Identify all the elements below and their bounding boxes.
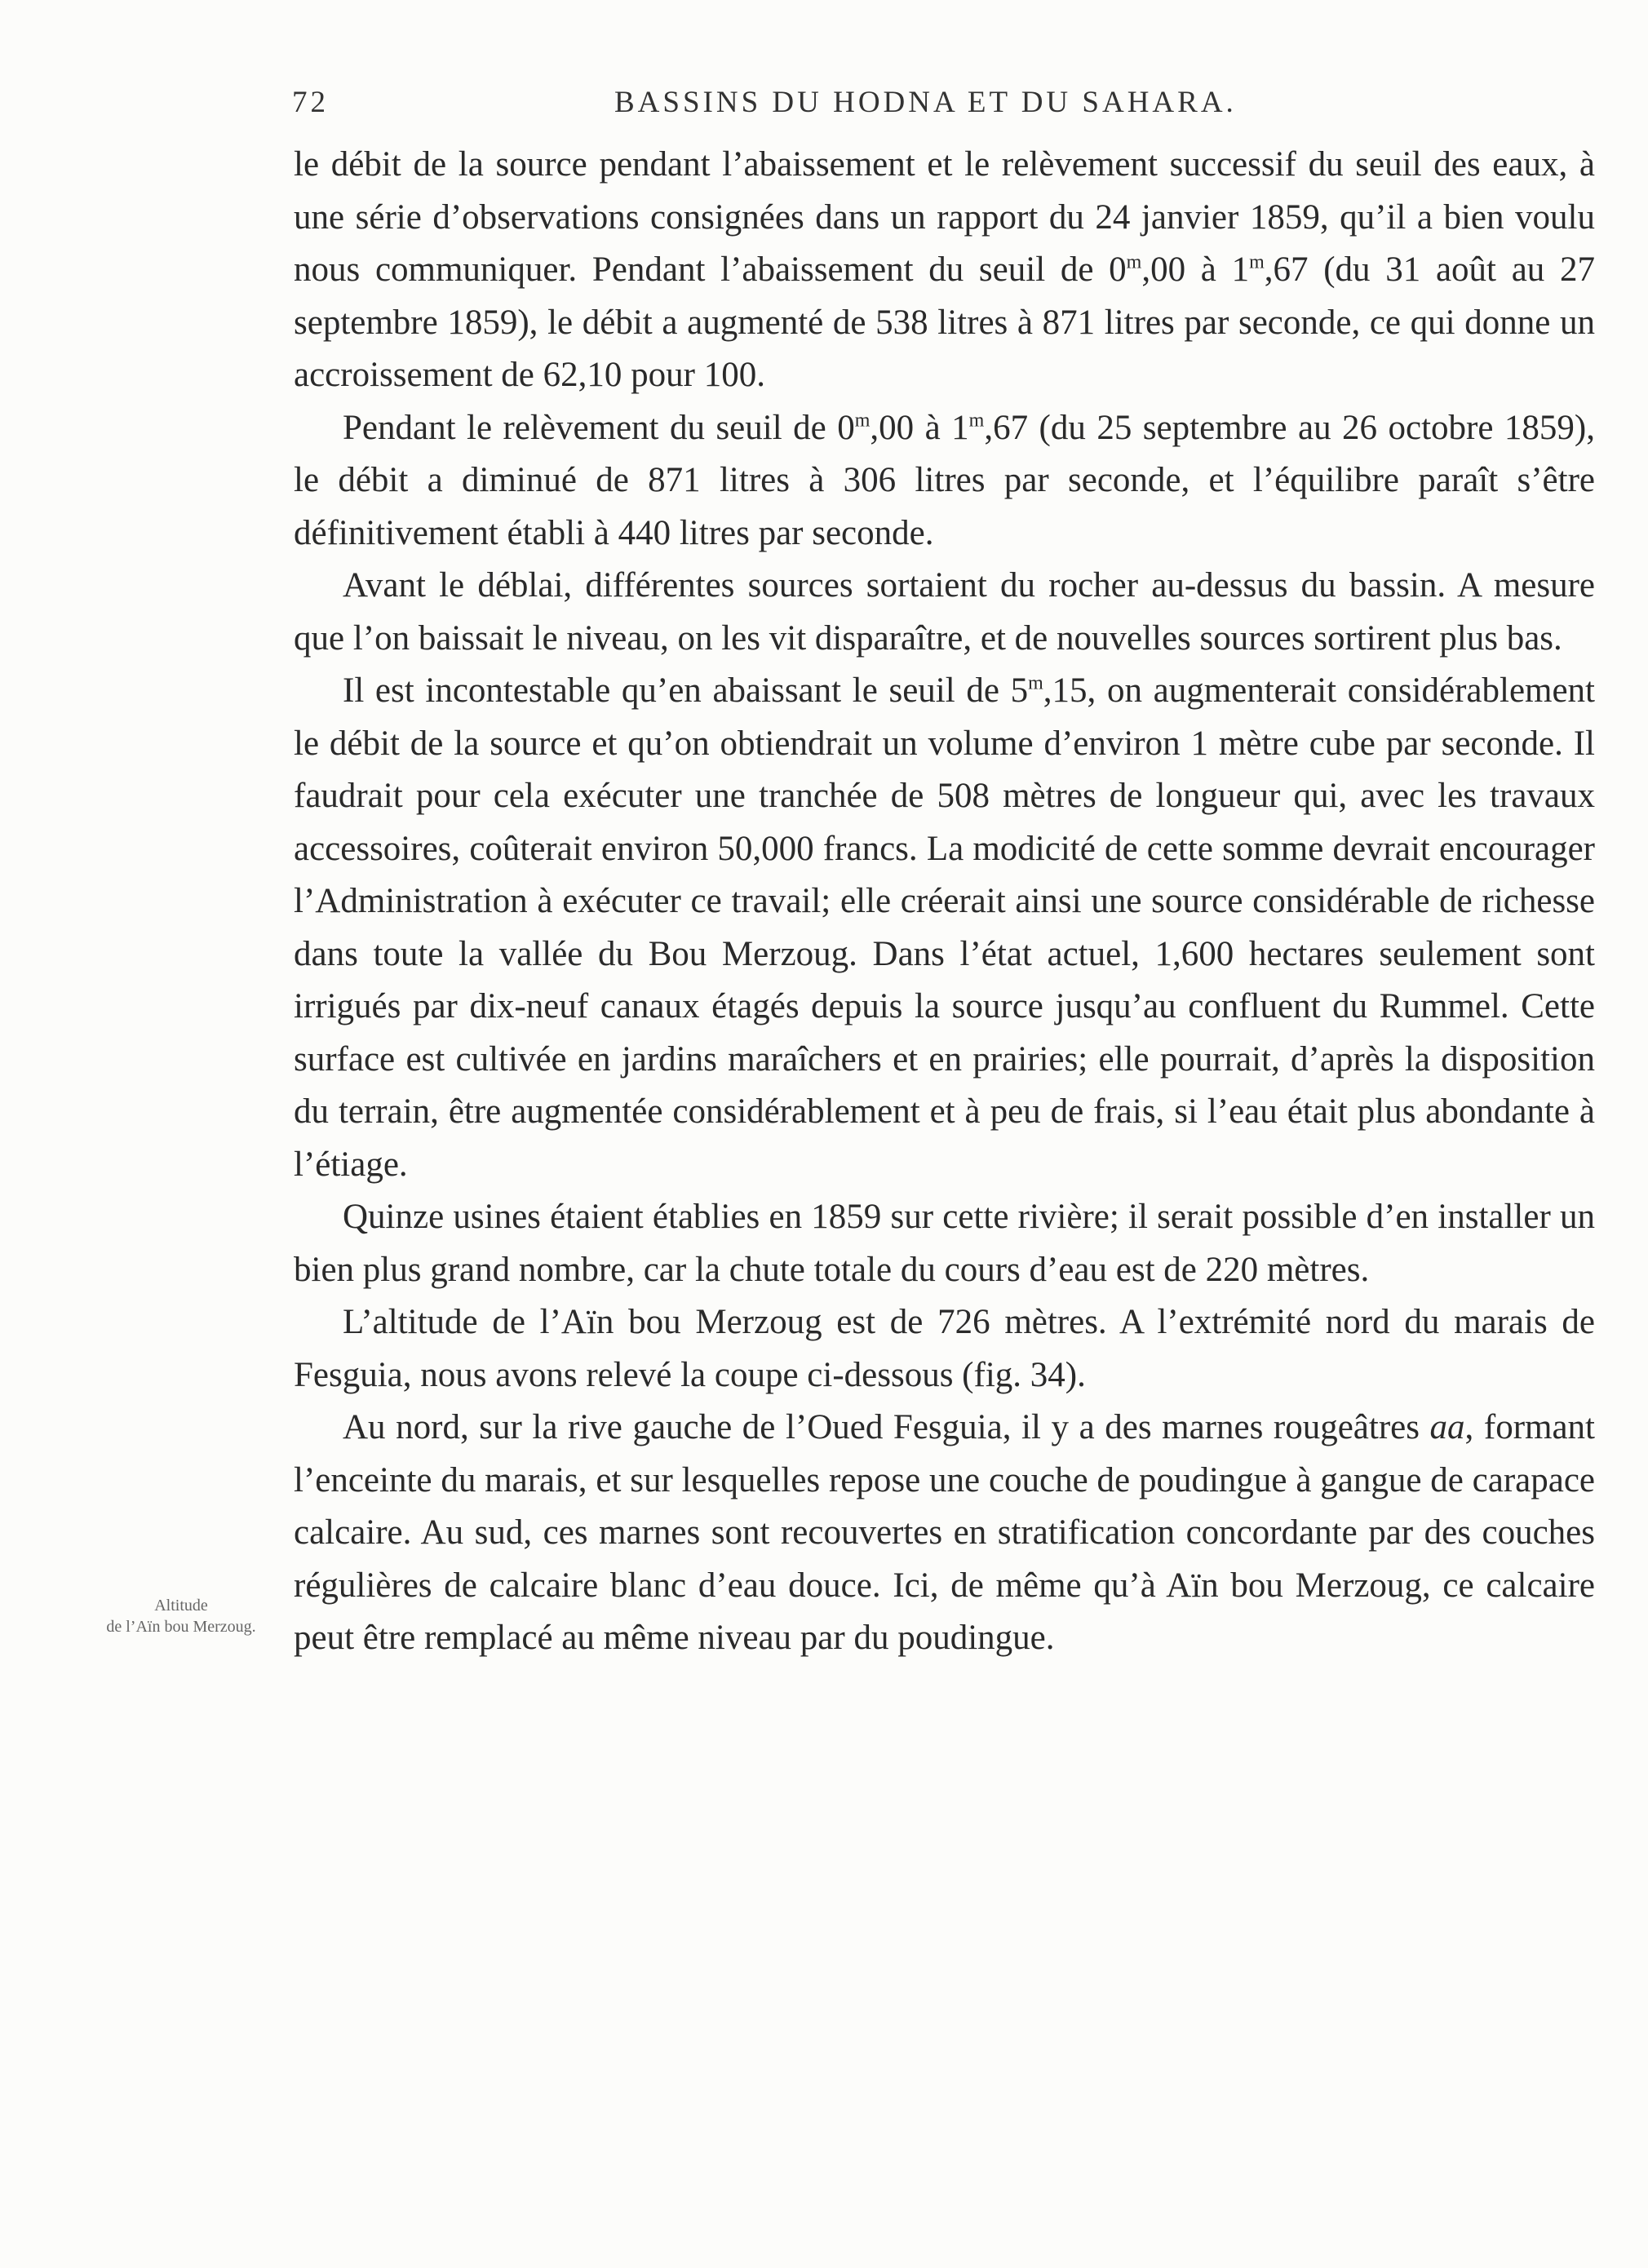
paragraph-2 [294, 402, 1595, 560]
body-text [294, 139, 1595, 1665]
running-title: BASSINS DU HODNA ET DU SAHARA. [614, 86, 1237, 119]
paragraph-2-text-a: Pendant le relèvement du seuil de 0 [343, 408, 855, 447]
margin-note-line-1: Altitude [154, 1597, 208, 1615]
paragraph-4 [294, 665, 1595, 1191]
paragraph-1-text-b: ,00 à 1 [1141, 250, 1250, 289]
paragraph-7-text-b: , formant l’enceinte du marais, et sur lesquelles repose une couche de poudingue à gangue de carapace calcaire. Au sud, ces marnes sont recouvertes en stratification concordante par des couches régulières de calcaire blanc d’eau douce. Ici, de même qu’à Aïn bou Merzoug, ce calcaire peut être remplacé au même niveau par du poudingue. [294, 1408, 1595, 1657]
paragraph-4-sup-a: m [1028, 672, 1043, 694]
paragraph-2-text-c: ,67 (du 25 septembre au 26 octobre 1859), le débit a diminué de 871 litres à 306 litres par seconde, et l’équilibre paraît s’être définitivement établi à 440 litres par seconde. [294, 408, 1595, 552]
paragraph-1-text-a: le débit de la source pendant l’abaissement et le relèvement successif du seuil des eaux, à une série d’observations consignées dans un rapport du 24 janvier 1859, qu’il a bien voulu nous communiquer. Pendant l’abaissement du seuil de 0 [294, 145, 1595, 289]
paragraph-2-sup-b: m [968, 410, 985, 432]
paragraph-1-sup-a: m [1126, 251, 1142, 273]
paragraph-2-text-b: ,00 à 1 [870, 408, 969, 447]
margin-note-line-2: de l’Aïn bou Merzoug. [106, 1618, 256, 1636]
paragraph-2-sup-a: m [854, 410, 871, 432]
paragraph-7-italic: aa [1429, 1408, 1465, 1446]
paragraph-1-text-c: ,67 (du 31 août au 27 septembre 1859), le débit a augmenté de 538 litres à 871 litres par seconde, ce qui donne un accroissement de 62,10 pour 100. [294, 250, 1595, 394]
paragraph-4-text-b: ,15, on augmenterait considérablement le débit de la source et qu’on obtiendrait un volume d’environ 1 mètre cube par seconde. Il faudrait pour cela exécuter une tranchée de 508 mètres de longueur qui, avec les travaux accessoires, coûterait environ 50,000 francs. La modicité de cette somme devrait encourager l’Administration à exécuter ce travail; elle créerait ainsi une source considérable de richesse dans toute la vallée du Bou Merzoug. Dans l’état actuel, 1,600 hectares seulement sont irrigués par dix-neuf canaux étagés depuis la source jusqu’au confluent du Rummel. Cette surface est cultivée en jardins maraîchers et en prairies; elle pourrait, d’après la disposition du terrain, être augmentée considérablement et à peu de frais, si l’eau était plus abondante à l’étiage. [294, 671, 1596, 1184]
paragraph-1-sup-b: m [1249, 251, 1265, 273]
paragraph-6: L’altitude de l’Aïn bou Merzoug est de 726 mètres. A l’extrémité nord du marais de Fesguia, nous avons relevé la coupe ci-dessous (fig. 34). [294, 1303, 1595, 1394]
paragraph-4-text-a: Il est incontestable qu’en abaissant le seuil de 5 [343, 671, 1029, 710]
paragraph-1 [294, 139, 1595, 402]
paragraph-7 [294, 1402, 1595, 1665]
running-head [292, 85, 1597, 134]
paragraph-3: Avant le déblai, différentes sources sortaient du rocher au-dessus du bassin. A mesure que l’on baissait le niveau, on les vit disparaître, et de nouvelles sources sortirent plus bas. [294, 566, 1595, 658]
page-number: 72 [292, 86, 329, 119]
margin-note [75, 1595, 287, 1637]
paragraph-7-text-a: Au nord, sur la rive gauche de l’Oued Fesguia, il y a des marnes rougeâtres [343, 1408, 1430, 1446]
paragraph-5: Quinze usines étaient établies en 1859 sur cette rivière; il serait possible d’en installer un bien plus grand nombre, car la chute totale du cours d’eau est de 220 mètres. [294, 1198, 1595, 1289]
